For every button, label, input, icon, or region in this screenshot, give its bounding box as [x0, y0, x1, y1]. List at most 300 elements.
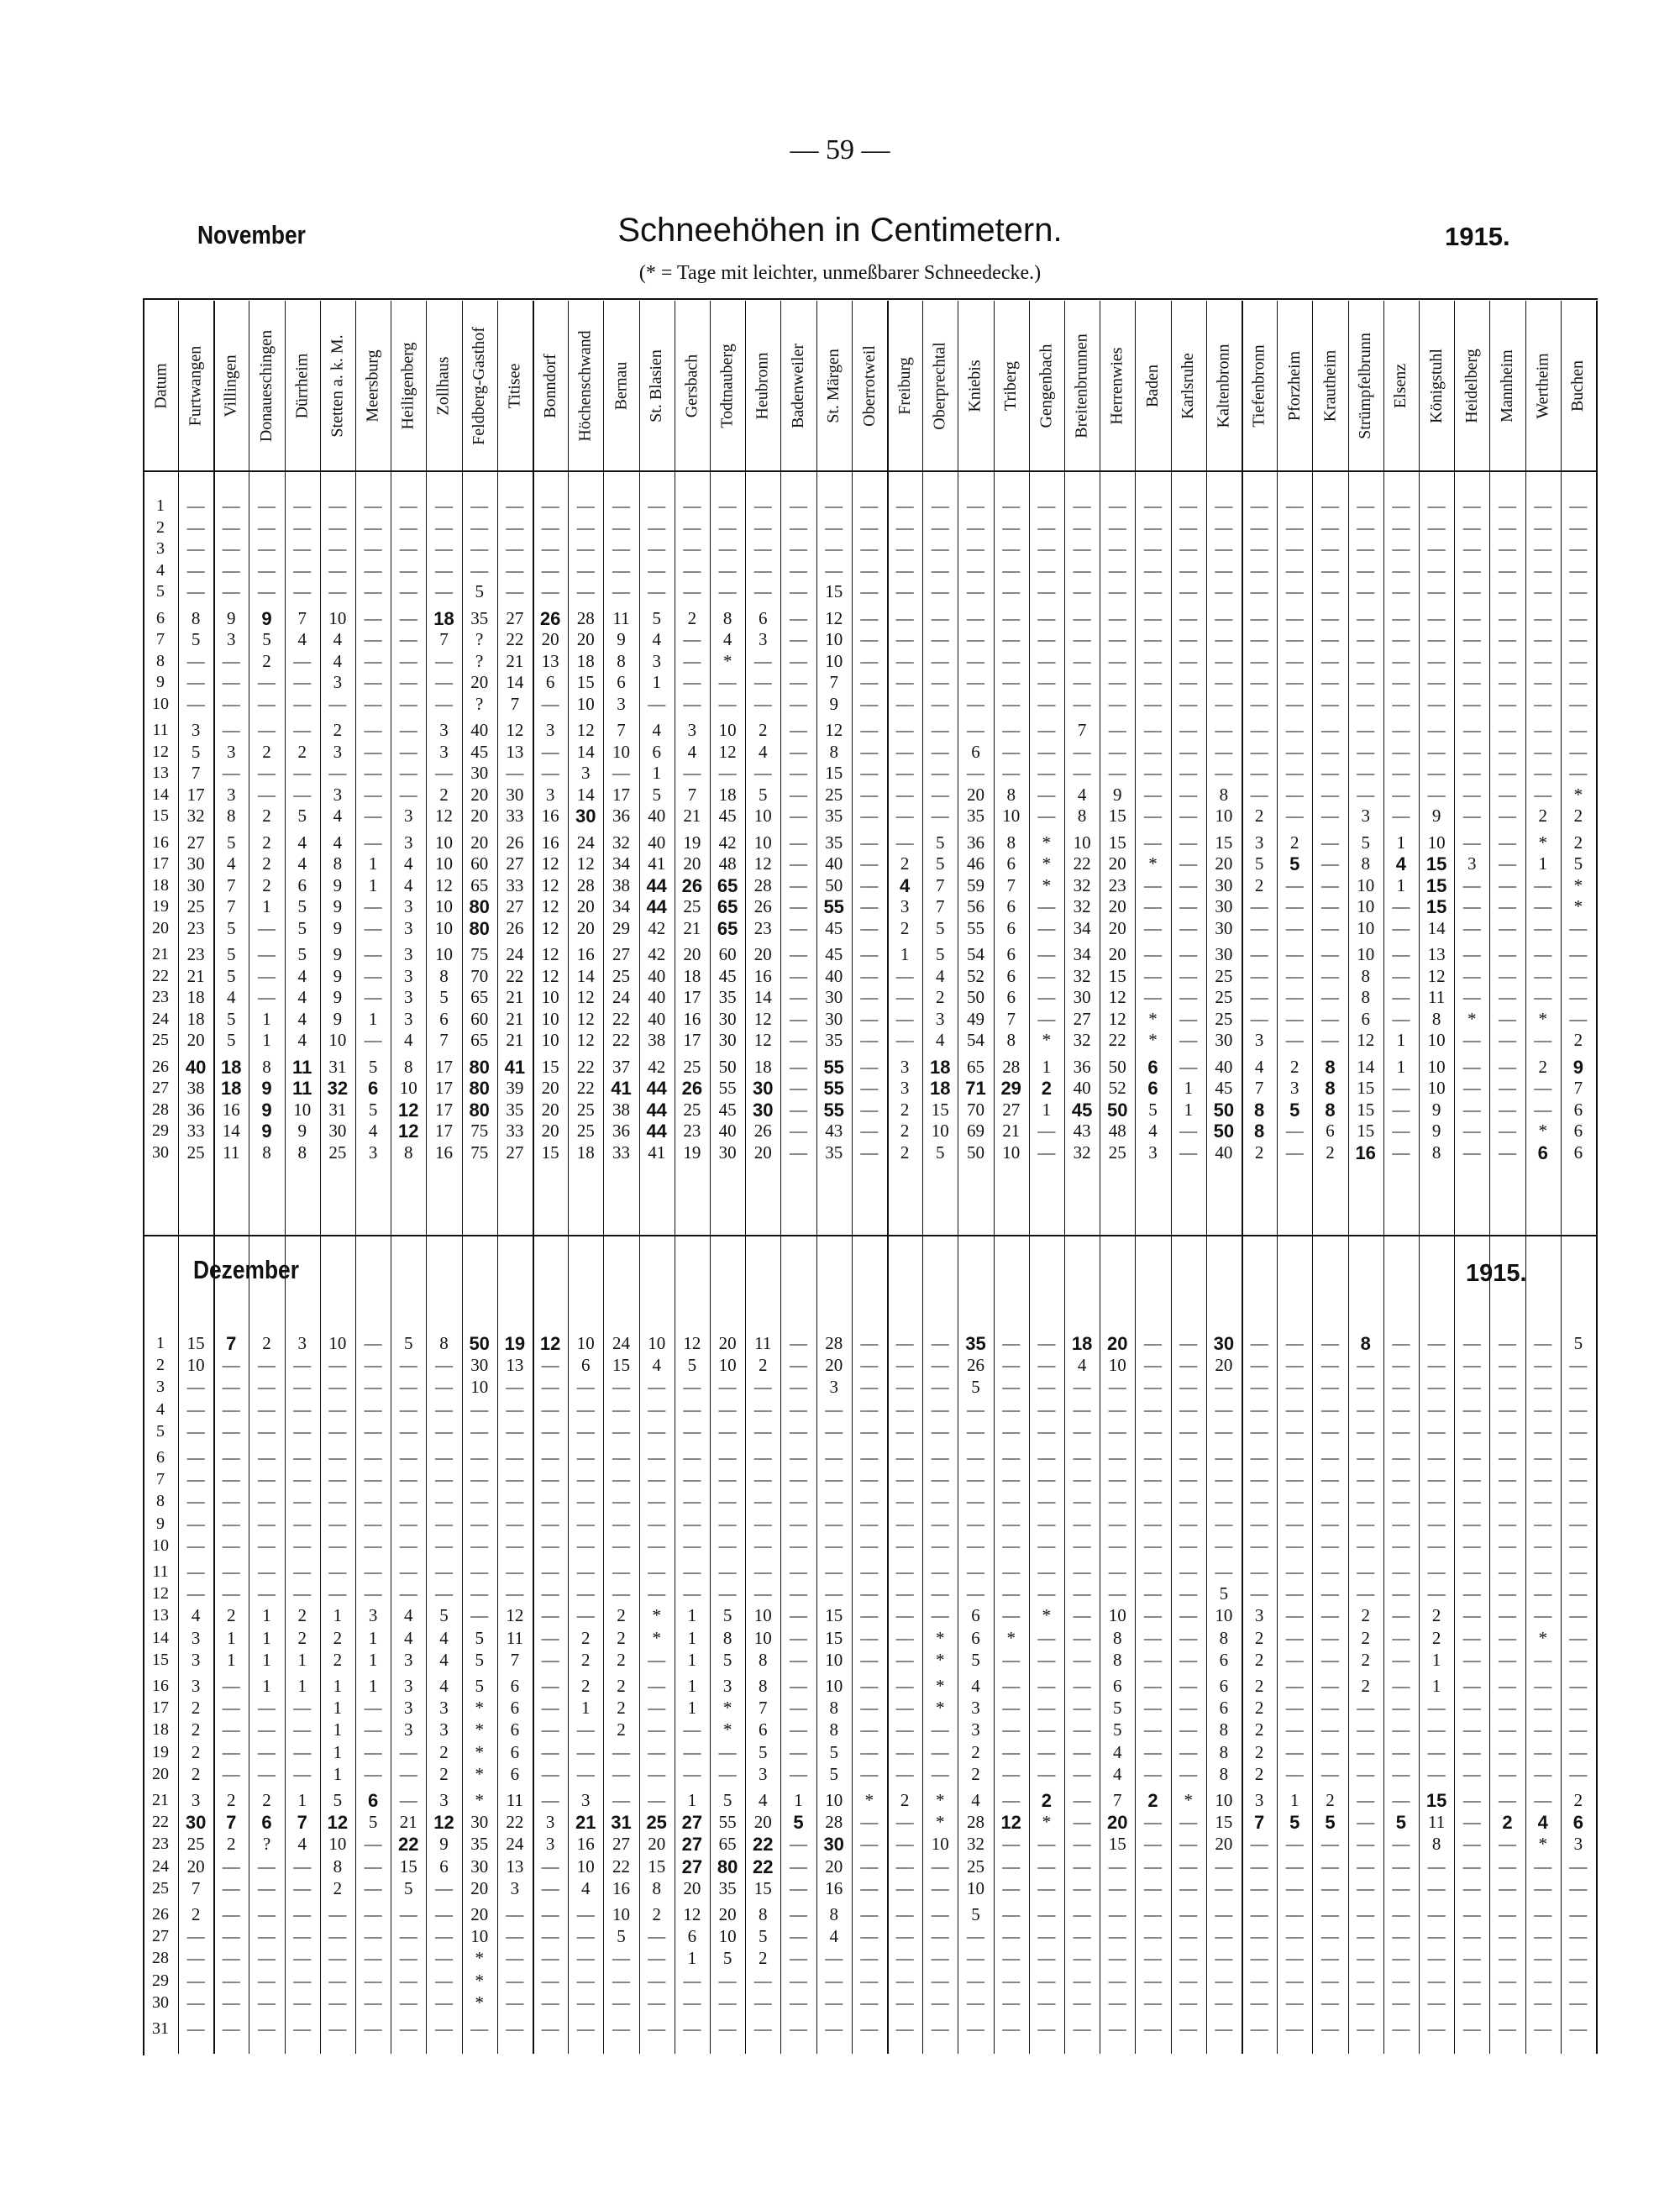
empty-cell: —: [1250, 944, 1268, 964]
snow-depth-cell: 25: [683, 896, 701, 916]
empty-cell: —: [718, 2018, 737, 2039]
snow-depth-cell: 34: [612, 853, 630, 874]
snow-depth-cell: 8: [297, 1142, 307, 1163]
empty-cell: —: [860, 1719, 879, 1740]
snow-depth-cell: 25: [328, 1142, 347, 1163]
empty-cell: —: [435, 1948, 453, 1969]
empty-cell: —: [1108, 1491, 1126, 1512]
snow-depth-cell: 15: [1215, 1812, 1233, 1833]
empty-cell: —: [293, 581, 312, 601]
empty-cell: —: [258, 1877, 276, 1898]
empty-cell: —: [1144, 1948, 1162, 1969]
snow-depth-cell: 5: [722, 1649, 732, 1670]
snow-depth-cell: 10: [825, 1676, 843, 1696]
empty-cell: —: [1073, 1469, 1091, 1490]
snow-depth-cell: 3: [1573, 1834, 1583, 1855]
empty-cell: —: [1534, 1355, 1552, 1376]
empty-cell: —: [1144, 559, 1162, 580]
snow-depth-cell: 9: [1113, 784, 1122, 805]
empty-cell: —: [931, 1399, 949, 1420]
empty-cell: —: [860, 1355, 879, 1376]
empty-cell: —: [1037, 896, 1056, 916]
snow-depth-cell: 5: [1148, 1099, 1158, 1120]
empty-cell: —: [860, 581, 879, 601]
snow-depth-cell: 8: [1431, 1142, 1441, 1163]
snow-depth-cell: 15: [1357, 1078, 1375, 1098]
empty-cell: —: [328, 1992, 347, 2013]
empty-cell: —: [1499, 1056, 1516, 1077]
snow-depth-cell: 10: [1357, 896, 1375, 916]
column-header: [1383, 301, 1419, 470]
empty-cell: —: [1462, 832, 1481, 853]
empty-cell: —: [612, 559, 630, 580]
snow-depth-cell: 8: [1219, 1719, 1229, 1740]
snow-depth-cell: 23: [186, 944, 205, 964]
empty-cell: —: [790, 874, 807, 895]
snow-depth-cell: 18: [718, 784, 737, 805]
day-number: 29: [152, 1121, 169, 1140]
empty-cell: —: [1427, 1583, 1446, 1604]
empty-cell: —: [967, 720, 984, 740]
empty-cell: —: [541, 1491, 559, 1512]
empty-cell: —: [1037, 672, 1056, 692]
snow-depth-cell: 20: [753, 1142, 772, 1163]
snow-depth-cell: 15: [1425, 896, 1447, 917]
empty-cell: —: [931, 607, 949, 628]
empty-cell: —: [1392, 1856, 1410, 1877]
empty-cell: —: [967, 629, 984, 649]
empty-cell: —: [648, 496, 666, 516]
empty-cell: —: [895, 1605, 914, 1626]
snow-depth-cell: 12: [683, 1333, 701, 1353]
empty-cell: —: [1037, 1562, 1056, 1582]
empty-cell: —: [364, 917, 382, 938]
empty-cell: —: [1250, 538, 1268, 559]
snow-depth-cell: 6: [1326, 1121, 1335, 1141]
snow-depth-cell: 45: [825, 944, 843, 964]
snow-depth-cell: 28: [576, 874, 595, 895]
snow-depth-cell: 35: [718, 1877, 737, 1898]
snow-depth-cell: 5: [404, 1877, 413, 1898]
empty-cell: —: [931, 1583, 949, 1604]
empty-cell: —: [186, 1970, 205, 1991]
snow-depth-cell: 12: [576, 853, 595, 874]
empty-cell: —: [860, 720, 879, 740]
empty-cell: —: [753, 1992, 772, 2013]
empty-cell: —: [1462, 1099, 1481, 1120]
empty-cell: —: [860, 1008, 879, 1029]
empty-cell: —: [1285, 1763, 1304, 1784]
empty-cell: —: [612, 1491, 630, 1512]
snow-depth-cell: 26: [753, 896, 772, 916]
empty-cell: —: [931, 650, 949, 671]
empty-cell: —: [222, 763, 240, 783]
empty-cell: —: [1144, 965, 1162, 986]
empty-cell: —: [1392, 1904, 1410, 1924]
empty-cell: —: [1073, 650, 1091, 671]
snow-depth-cell: 14: [576, 784, 595, 805]
empty-cell: —: [790, 1605, 807, 1626]
snow-depth-cell: 2: [262, 874, 271, 895]
empty-cell: —: [895, 1970, 914, 1991]
column-header: [922, 301, 958, 470]
empty-cell: —: [435, 1469, 453, 1490]
snow-depth-cell: 7: [936, 896, 945, 916]
empty-cell: —: [364, 1970, 382, 1991]
empty-cell: —: [1357, 1698, 1375, 1719]
snow-depth-cell: 29: [612, 917, 630, 938]
empty-cell: —: [1357, 1420, 1375, 1441]
empty-cell: —: [718, 1491, 737, 1512]
empty-cell: —: [1569, 741, 1588, 762]
snow-depth-cell: 49: [967, 1008, 984, 1029]
snow-depth-cell: 9: [333, 874, 343, 895]
empty-cell: —: [1250, 1904, 1268, 1924]
empty-cell: —: [576, 581, 595, 601]
empty-cell: —: [576, 1377, 595, 1398]
empty-cell: —: [790, 2018, 807, 2039]
empty-cell: —: [1144, 650, 1162, 671]
empty-cell: —: [931, 538, 949, 559]
snow-depth-cell: 6: [1361, 1008, 1370, 1029]
empty-cell: —: [1534, 1605, 1552, 1626]
empty-cell: —: [1073, 1926, 1091, 1947]
snow-depth-cell: 4: [297, 629, 307, 649]
empty-cell: —: [1285, 1583, 1304, 1604]
snow-depth-cell: 22: [612, 1856, 630, 1877]
empty-cell: —: [1534, 1763, 1552, 1784]
column-header: [852, 301, 887, 470]
snow-depth-cell: 3: [1467, 853, 1477, 874]
empty-cell: —: [753, 559, 772, 580]
snow-depth-cell: 30: [718, 1142, 737, 1163]
empty-cell: —: [1392, 581, 1410, 601]
empty-cell: —: [1250, 559, 1268, 580]
empty-cell: —: [1073, 559, 1091, 580]
empty-cell: —: [1073, 1649, 1091, 1670]
empty-cell: —: [1179, 1605, 1198, 1626]
empty-cell: —: [1499, 944, 1516, 964]
empty-cell: —: [1144, 944, 1162, 964]
empty-cell: —: [328, 2018, 347, 2039]
empty-cell: —: [1037, 741, 1056, 762]
empty-cell: —: [753, 1491, 772, 1512]
empty-cell: —: [1250, 2018, 1268, 2039]
snow-depth-cell: 18: [576, 650, 595, 671]
snow-depth-cell: 1: [333, 1676, 343, 1696]
empty-cell: —: [1215, 1420, 1233, 1441]
empty-cell: —: [364, 517, 382, 538]
snow-depth-cell: 10: [1357, 917, 1375, 938]
empty-cell: —: [790, 763, 807, 783]
empty-cell: —: [364, 672, 382, 692]
empty-cell: —: [576, 496, 595, 516]
snow-depth-cell: 1: [1396, 874, 1406, 895]
snow-depth-cell: 30: [1073, 987, 1091, 1007]
empty-cell: —: [1073, 1856, 1091, 1877]
snow-depth-cell: 10: [399, 1078, 417, 1098]
snow-depth-cell: 8: [1006, 1030, 1016, 1050]
empty-cell: —: [825, 1948, 843, 1969]
empty-cell: —: [1179, 1562, 1198, 1582]
empty-cell: —: [648, 1649, 666, 1670]
snow-depth-cell: 20: [470, 1877, 489, 1898]
empty-cell: —: [1108, 629, 1126, 649]
empty-cell: —: [186, 2018, 205, 2039]
empty-cell: —: [1462, 896, 1481, 916]
empty-cell: —: [470, 1420, 489, 1441]
snow-depth-cell: 27: [681, 1856, 703, 1877]
empty-cell: —: [860, 1992, 879, 2013]
empty-cell: —: [222, 1992, 240, 2013]
empty-cell: —: [1499, 1447, 1516, 1467]
snow-depth-cell: 2: [1361, 1605, 1370, 1626]
column-header-label: Stetten a. k. M.: [328, 333, 347, 438]
snow-depth-cell: 21: [1002, 1121, 1021, 1141]
snow-depth-cell: 5: [227, 1030, 236, 1050]
empty-cell: —: [399, 1491, 417, 1512]
snow-depth-cell: 2: [227, 1605, 236, 1626]
column-header-label: St. Blasien: [647, 349, 666, 423]
snow-depth-cell: 20: [541, 1099, 559, 1120]
empty-cell: —: [541, 1605, 559, 1626]
empty-cell: —: [1002, 1948, 1021, 1969]
empty-cell: —: [718, 1447, 737, 1467]
snow-depth-cell: 2: [936, 987, 945, 1007]
column-header: [1348, 301, 1383, 470]
snow-depth-cell: 10: [435, 896, 453, 916]
empty-cell: —: [328, 1355, 347, 1376]
empty-cell: —: [1037, 1399, 1056, 1420]
snow-depth-cell: 5: [368, 1056, 378, 1077]
empty-cell: —: [1357, 1763, 1375, 1784]
empty-cell: —: [1534, 1970, 1552, 1991]
empty-cell: —: [1073, 607, 1091, 628]
snow-depth-cell: 8: [333, 1856, 343, 1877]
empty-cell: —: [470, 1491, 489, 1512]
empty-cell: —: [293, 559, 312, 580]
snow-depth-cell: 5: [404, 1333, 413, 1353]
empty-cell: —: [1215, 1447, 1233, 1467]
empty-cell: —: [1462, 917, 1481, 938]
empty-cell: —: [1357, 784, 1375, 805]
empty-cell: —: [435, 538, 453, 559]
empty-cell: —: [1534, 693, 1552, 714]
snow-depth-cell: 8: [722, 1627, 732, 1648]
empty-cell: —: [1321, 853, 1339, 874]
empty-cell: —: [1285, 581, 1304, 601]
empty-cell: —: [1357, 1562, 1375, 1582]
snow-depth-cell: 22: [398, 1834, 419, 1856]
snow-depth-cell: 2: [191, 1741, 201, 1762]
empty-cell: —: [1569, 1698, 1588, 1719]
empty-cell: —: [1569, 1970, 1588, 1991]
snow-depth-cell: 1: [581, 1698, 591, 1719]
empty-cell: —: [1144, 1469, 1162, 1490]
snow-depth-cell: 6: [1113, 1676, 1122, 1696]
snow-depth-cell: *: [864, 1790, 874, 1810]
empty-cell: —: [1285, 1008, 1304, 1029]
column-header: [285, 301, 320, 470]
snow-depth-cell: *: [936, 1676, 945, 1696]
empty-cell: —: [399, 1970, 417, 1991]
day-number: 2: [156, 517, 165, 537]
snow-depth-cell: 30: [823, 1834, 844, 1856]
empty-cell: —: [790, 559, 807, 580]
empty-cell: —: [576, 1420, 595, 1441]
empty-cell: —: [1144, 1333, 1162, 1353]
snow-depth-cell: 12: [753, 853, 772, 874]
empty-cell: —: [364, 607, 382, 628]
column-header-label: Baden: [1142, 364, 1162, 407]
empty-cell: —: [1462, 538, 1481, 559]
empty-cell: —: [1534, 1333, 1552, 1353]
empty-cell: —: [399, 1763, 417, 1784]
empty-cell: —: [1462, 965, 1481, 986]
empty-cell: —: [931, 559, 949, 580]
empty-cell: —: [895, 1491, 914, 1512]
snow-depth-cell: 4: [227, 853, 236, 874]
empty-cell: —: [541, 693, 559, 714]
column-header-label: Zollhaus: [433, 356, 453, 415]
snow-depth-cell: 30: [1215, 917, 1233, 938]
snow-depth-cell: 3: [333, 672, 343, 692]
empty-cell: —: [1285, 1355, 1304, 1376]
empty-cell: —: [1499, 1856, 1516, 1877]
snow-depth-cell: 14: [1357, 1056, 1375, 1077]
empty-cell: —: [1250, 1562, 1268, 1582]
empty-cell: —: [1321, 1447, 1339, 1467]
empty-cell: —: [931, 1741, 949, 1762]
snow-depth-cell: 10: [753, 832, 772, 853]
snow-depth-cell: 36: [612, 1121, 630, 1141]
snow-depth-cell: 3: [1290, 1078, 1299, 1098]
snow-depth-cell: 4: [687, 741, 697, 762]
snow-depth-cell: 4: [1148, 1121, 1158, 1141]
snow-depth-cell: 33: [506, 874, 524, 895]
empty-cell: —: [895, 1008, 914, 1029]
snow-depth-cell: *: [475, 1698, 484, 1719]
empty-cell: —: [1462, 1877, 1481, 1898]
empty-cell: —: [1250, 672, 1268, 692]
column-header: [213, 301, 249, 470]
empty-cell: —: [1427, 763, 1446, 783]
empty-cell: —: [1321, 2018, 1339, 2039]
snow-depth-cell: 4: [439, 1649, 449, 1670]
empty-cell: —: [1569, 1535, 1588, 1556]
empty-cell: —: [1357, 1926, 1375, 1947]
empty-cell: —: [1392, 1121, 1410, 1141]
column-header: [1489, 301, 1525, 470]
snow-depth-cell: 10: [328, 1030, 347, 1050]
empty-cell: —: [1321, 1698, 1339, 1719]
snow-depth-cell: 10: [931, 1121, 949, 1141]
empty-cell: —: [860, 1676, 879, 1696]
empty-cell: —: [1392, 1676, 1410, 1696]
snow-depth-cell: *: [722, 1719, 732, 1740]
day-number: 19: [152, 1742, 169, 1761]
day-number: 16: [152, 1677, 169, 1695]
snow-depth-cell: 6: [545, 672, 555, 692]
empty-cell: —: [293, 1420, 312, 1441]
snow-depth-cell: 21: [186, 965, 205, 986]
snow-depth-cell: 7: [1006, 1008, 1016, 1029]
empty-cell: —: [860, 1078, 879, 1098]
empty-cell: —: [364, 832, 382, 853]
empty-cell: —: [1357, 741, 1375, 762]
empty-cell: —: [399, 1535, 417, 1556]
snow-depth-cell: 7: [1006, 874, 1016, 895]
snow-depth-cell: 8: [262, 1056, 271, 1077]
snow-depth-cell: 20: [1108, 896, 1126, 916]
snow-depth-cell: *: [475, 1790, 484, 1810]
snow-depth-cell: 35: [470, 1834, 489, 1855]
empty-cell: —: [1215, 581, 1233, 601]
snow-depth-cell: 2: [1254, 806, 1264, 826]
empty-cell: —: [576, 1535, 595, 1556]
empty-cell: —: [860, 629, 879, 649]
snow-depth-cell: 5: [722, 1790, 732, 1810]
empty-cell: —: [931, 741, 949, 762]
snow-depth-cell: 28: [825, 1333, 843, 1353]
snow-depth-cell: 5: [191, 629, 201, 649]
empty-cell: —: [258, 1491, 276, 1512]
empty-cell: —: [648, 1447, 666, 1467]
snow-depth-cell: 2: [900, 1121, 910, 1141]
empty-cell: —: [1534, 944, 1552, 964]
snow-depth-cell: 2: [900, 853, 910, 874]
snow-depth-cell: *: [1148, 853, 1158, 874]
snow-depth-cell: 8: [722, 607, 732, 628]
empty-cell: —: [435, 1513, 453, 1534]
empty-cell: —: [576, 1948, 595, 1969]
empty-cell: —: [470, 2018, 489, 2039]
empty-cell: —: [186, 672, 205, 692]
empty-cell: —: [328, 1420, 347, 1441]
snow-depth-cell: 21: [575, 1812, 596, 1834]
empty-cell: —: [1499, 853, 1516, 874]
empty-cell: —: [399, 693, 417, 714]
empty-cell: —: [364, 1491, 382, 1512]
empty-cell: —: [1144, 1834, 1162, 1855]
empty-cell: —: [1144, 1812, 1162, 1833]
snow-depth-cell: 7: [829, 672, 838, 692]
empty-cell: —: [790, 1099, 807, 1120]
snow-depth-cell: 9: [261, 1078, 272, 1099]
empty-cell: —: [1357, 1904, 1375, 1924]
empty-cell: —: [1534, 1904, 1552, 1924]
day-number: 8: [156, 651, 165, 670]
empty-cell: —: [790, 1030, 807, 1050]
empty-cell: —: [1179, 720, 1198, 740]
snow-depth-cell: 25: [576, 1099, 595, 1120]
snow-depth-cell: 6: [759, 607, 768, 628]
snow-depth-cell: 55: [718, 1812, 737, 1833]
snow-depth-cell: 11: [292, 1078, 312, 1099]
empty-cell: —: [683, 1583, 701, 1604]
empty-cell: —: [1073, 1491, 1091, 1512]
snow-depth-cell: 3: [510, 1877, 520, 1898]
empty-cell: —: [860, 1333, 879, 1353]
snow-depth-cell: 5: [297, 944, 307, 964]
empty-cell: —: [1002, 1420, 1021, 1441]
empty-cell: —: [1037, 1970, 1056, 1991]
snow-depth-cell: 1: [262, 1627, 271, 1648]
empty-cell: —: [222, 1377, 240, 1398]
empty-cell: —: [186, 559, 205, 580]
snow-depth-cell: 6: [510, 1763, 520, 1784]
snow-depth-cell: 40: [648, 832, 666, 853]
